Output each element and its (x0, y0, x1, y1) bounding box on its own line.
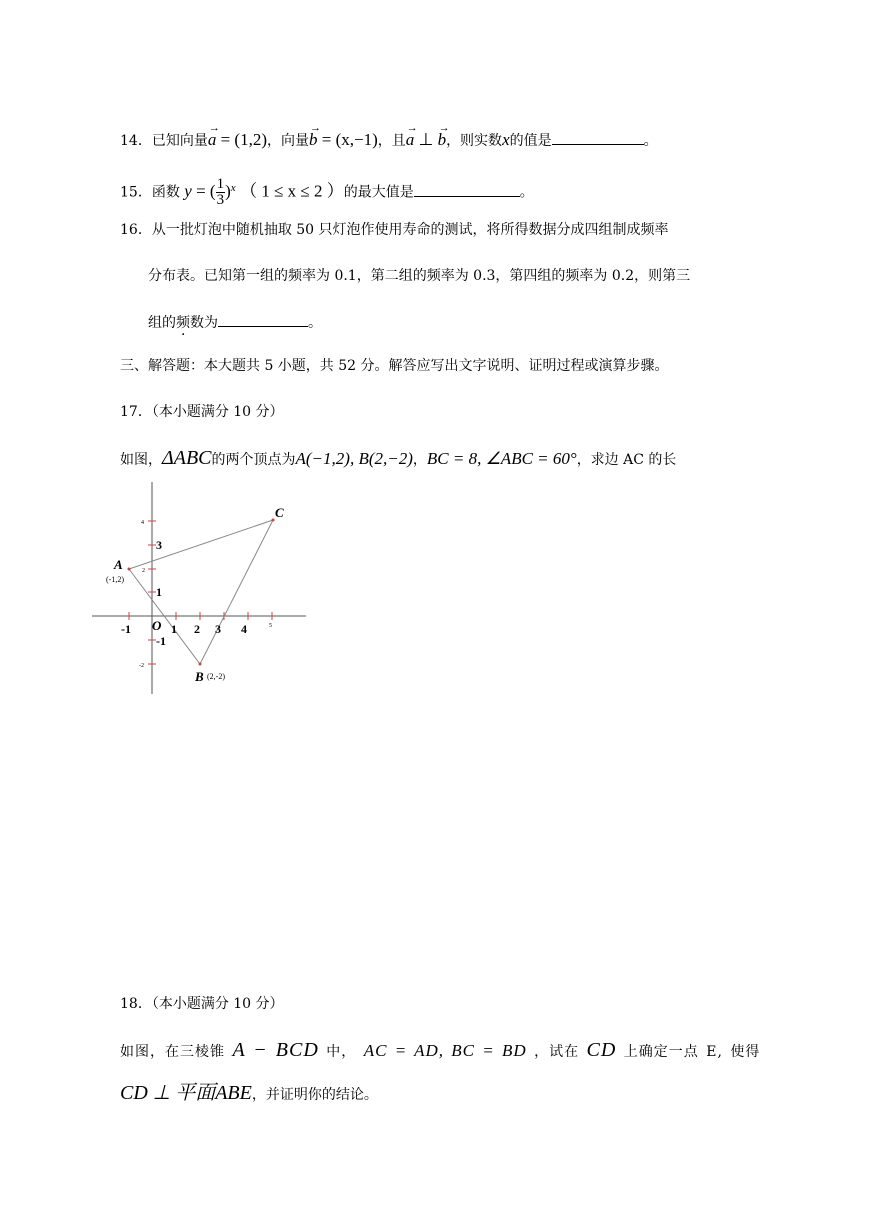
point-a (128, 568, 131, 571)
question-16-line-2: 分布表。已知第一组的频率为 0.1，第二组的频率为 0.3，第四组的频率为 0.2，则第三 (148, 268, 691, 284)
y-tick-label-neg1: -1 (156, 634, 166, 648)
label-b: B (195, 669, 204, 684)
triangle-figure (88, 478, 318, 698)
answer-blank-15 (414, 182, 520, 197)
label-c: C (275, 505, 284, 520)
x-tick-label-2: 2 (194, 622, 200, 636)
y-tick-label-1: 1 (156, 585, 162, 599)
y-tick-label-3: 3 (156, 538, 162, 552)
question-18-line-2: CD ⊥ 平面ABE，并证明你的结论。 (120, 1082, 378, 1104)
y-tick-label-2: 2 (142, 568, 145, 574)
section-3-header: 三、解答题：本大题共 5 小题，共 52 分。解答应写出文字说明、证明过程或演算步骤。 (120, 358, 669, 374)
question-14: 14．已知向量→ a = (1,2)，向量→ b = (x,−1)，且→ a ⊥ → b，则实数x的值是 。 (120, 130, 658, 151)
x-tick-label-3: 3 (215, 622, 221, 636)
x-tick-label-1: 1 (171, 622, 177, 636)
question-18-header: 18．（本小题满分 10 分） (120, 996, 284, 1012)
label-o: O (152, 618, 162, 633)
question-15: 15．函数 y = ( $\frac{1}{3}$ )$^x$ （ 1 ≤ x ≤ 2 ）的最大值是 。 (120, 176, 534, 209)
x-tick-label-neg1: -1 (121, 622, 131, 636)
question-17-header: 17．（本小题满分 10 分） (120, 404, 284, 420)
answer-blank-16 (218, 312, 308, 327)
question-16-line-1: 16．从一批灯泡中随机抽取 50 只灯泡作使用寿命的测试，将所得数据分成四组制成频率 (120, 222, 669, 238)
vector-b: → b (309, 130, 318, 150)
x-tick-label-5: 5 (269, 623, 272, 629)
vector-a-2: → a (406, 130, 415, 150)
y-tick-label-neg2: -2 (139, 663, 144, 669)
point-b (199, 663, 202, 666)
label-a-coord: (-1,2) (106, 575, 124, 584)
x-tick-label-4: 4 (241, 622, 247, 636)
label-b-coord: (2,-2) (207, 672, 225, 681)
question-16-line-3: 组的频数为 。 (148, 312, 322, 333)
vector-a: → a (208, 130, 217, 150)
question-17-text: 如图，ΔABC的两个顶点为A(−1,2), B(2,−2)，BC = 8, ∠ABC = 60°，求边 AC 的长 (120, 447, 677, 469)
emphasis-freq: 频数 (176, 315, 204, 331)
label-a: A (114, 557, 123, 572)
question-18-text: 如图，在三棱锥 A − BCD 中， AC = AD, BC = BD ，试在 CD 上确定一点 E, 使得 (120, 1039, 761, 1061)
y-tick-label-4: 4 (141, 520, 144, 526)
fraction-one-third: $\frac{1}{3}$ (216, 176, 225, 209)
answer-blank-14 (552, 130, 644, 145)
vector-b-2: → b (438, 130, 447, 150)
